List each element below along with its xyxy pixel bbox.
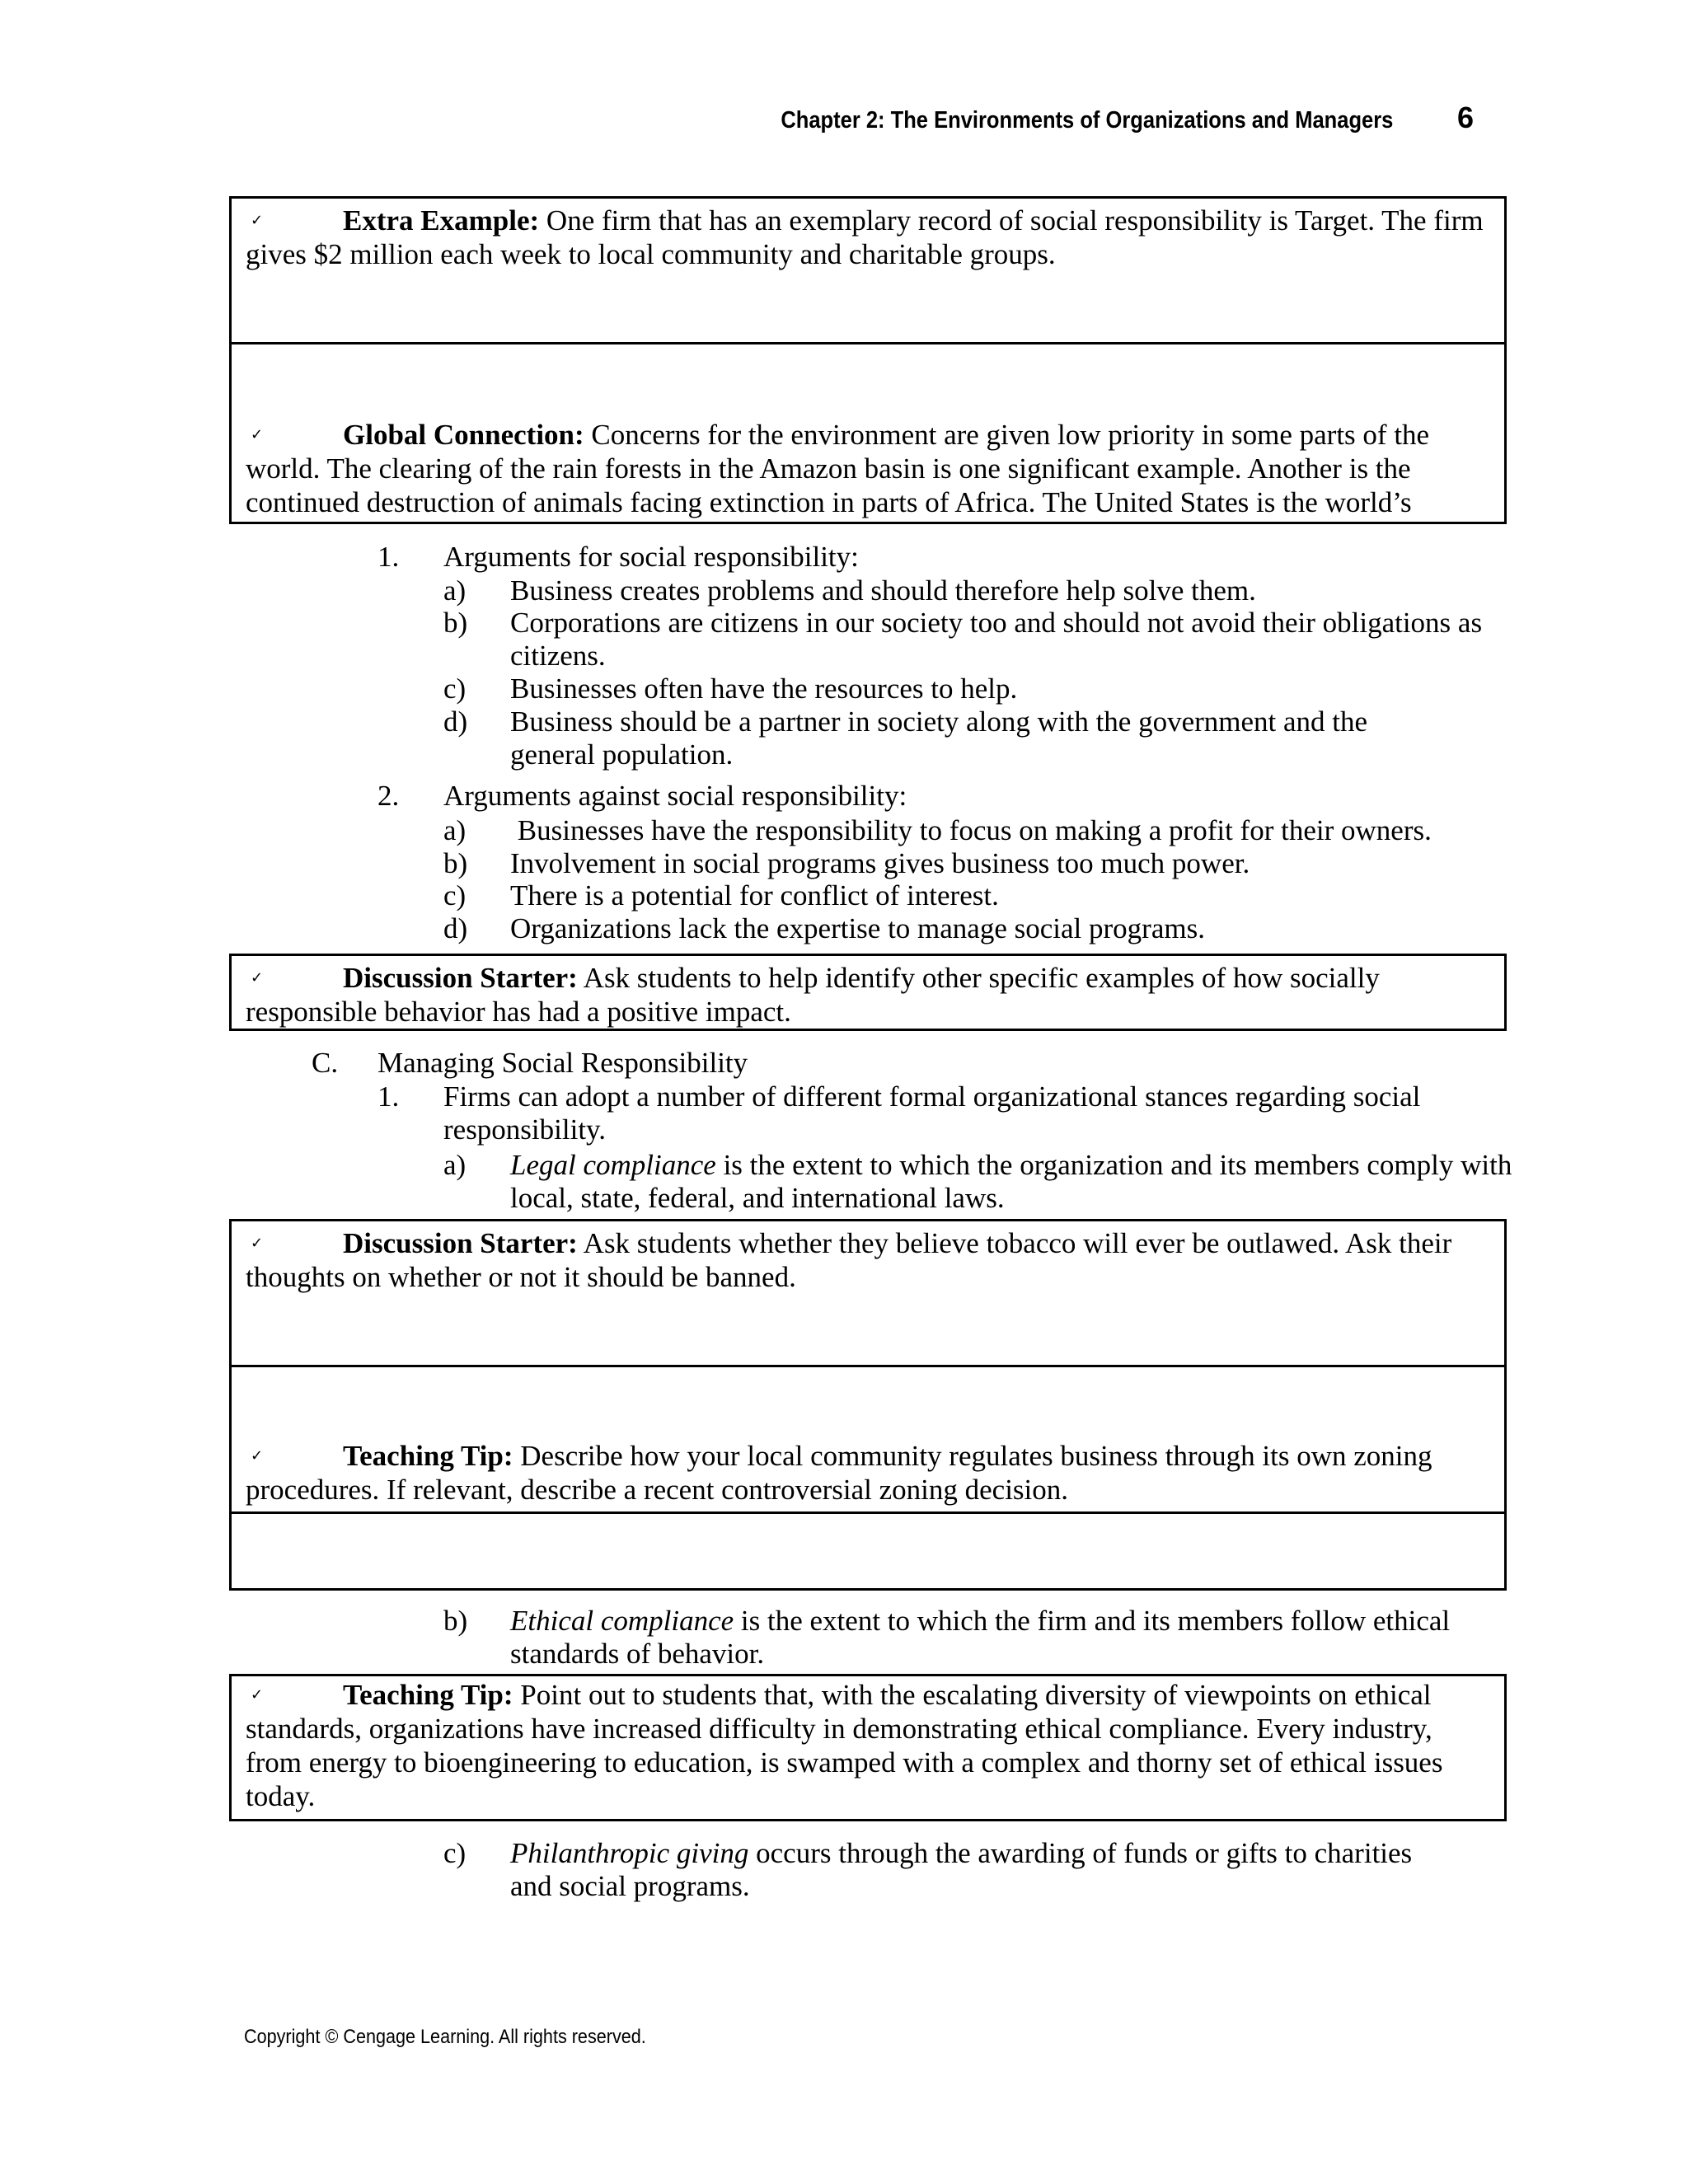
item-number: 2. (377, 780, 400, 812)
checkmark-icon: ✓ (251, 1686, 264, 1704)
list-item: d) Organizations lack the expertise to manage social programs. (443, 912, 1205, 944)
list-item: a) Business creates problems and should therefore help solve them. (443, 574, 1256, 607)
callout-text: Point out to students that, with the escalating diversity of viewpoints on ethical standards, organizations have increased difficulty in demonstrating ethical compliance. Every industry, from energy to bioengineering to education, is swamped with a complex and thorny set of ethical issues today. (246, 1679, 1443, 1812)
checkmark-icon: ✓ (251, 1447, 264, 1465)
callout-label: Teaching Tip: (343, 1440, 513, 1472)
callout-text: Ask students whether they believe tobacco will ever be outlawed. Ask their thoughts on whether or not it should be banned. (246, 1227, 1452, 1293)
outline-item (377, 780, 1515, 813)
callout-text: Concerns for the environment are given low priority in some parts of the world. The clearing of the rain forests in the Amazon basin is one significant example. Another is the continued destruction of animals facing extinction in parts of Africa. The United States is the world’s (246, 419, 1430, 518)
outline-item: 1. Firms can adopt a number of different formal organizational stances regarding social responsibility. (377, 1080, 1421, 1146)
discussion-teaching-box (229, 1219, 1507, 1591)
page-header (697, 101, 1474, 135)
copyright-footer: Copyright © Cengage Learning. All rights reserved. (244, 2026, 646, 2048)
item-title: Arguments against social responsibility: (443, 780, 907, 812)
section-heading (312, 1047, 1449, 1080)
list-item: b) Corporations are citizens in our society too and should not avoid their obligations as citizens. (443, 607, 1483, 672)
list-item: c) Philanthropic giving occurs through the awarding of funds or gifts to charities and social programs. (443, 1837, 1413, 1902)
list-item: b) Involvement in social programs gives business too much power. (443, 847, 1250, 879)
key-term: Legal compliance (510, 1149, 716, 1181)
section-marker: C. (312, 1047, 339, 1079)
callout-label: Teaching Tip: (343, 1679, 513, 1711)
checkmark-icon: ✓ (251, 212, 264, 229)
list-item: a) Legal compliance is the extent to which the organization and its members comply with local, state, federal, and international laws. (443, 1149, 1512, 1214)
global-connection-text (232, 415, 1504, 519)
callout-label: Global Connection: (343, 419, 584, 451)
item-title: Arguments for social responsibility: (443, 541, 859, 573)
extra-example-box (229, 196, 1507, 524)
callout-label: Extra Example: (343, 204, 540, 237)
teaching-tip-box (229, 1674, 1507, 1821)
list-item: d) Business should be a partner in society along with the government and the general population. (443, 705, 1368, 771)
extra-example-text (232, 199, 1504, 271)
teaching-tip-text (232, 1676, 1504, 1813)
list-item: c) Businesses often have the resources to help. (443, 673, 1018, 705)
page-number: 6 (1456, 101, 1474, 134)
box-divider (232, 342, 1504, 344)
list-item: a) Businesses have the responsibility to focus on making a profit for their owners. (443, 814, 1432, 846)
key-term: Philanthropic giving (510, 1837, 749, 1869)
callout-text: Describe how your local community regulates business through its own zoning procedures. If relevant, describe a recent controversial zoning decision. (246, 1440, 1432, 1506)
checkmark-icon: ✓ (251, 1235, 264, 1252)
chapter-title: Chapter 2: The Environments of Organizations and Managers (780, 107, 1393, 134)
key-term: Ethical compliance (510, 1605, 734, 1637)
callout-text: Ask students to help identify other specific examples of how socially responsible behavior has had a positive impact. (246, 962, 1380, 1028)
callout-label: Discussion Starter: (343, 1227, 578, 1259)
box-divider (232, 1365, 1504, 1367)
discussion-starter-box (229, 954, 1507, 1031)
checkmark-icon: ✓ (251, 426, 264, 443)
checkmark-icon: ✓ (251, 969, 264, 987)
section-title: Managing Social Responsibility (377, 1047, 748, 1079)
item-number: 1. (377, 541, 400, 573)
list-item: c) There is a potential for conflict of interest. (443, 879, 999, 912)
discussion-starter-text (232, 1221, 1504, 1294)
outline-item (377, 541, 1515, 574)
callout-text: One firm that has an exemplary record of social responsibility is Target. The firm gives $2 million each week to local community and charitable groups. (246, 204, 1484, 270)
discussion-starter-text (232, 956, 1504, 1029)
callout-label: Discussion Starter: (343, 962, 578, 994)
teaching-tip-text (232, 1436, 1504, 1507)
list-item: b) Ethical compliance is the extent to which the firm and its members follow ethical standards of behavior. (443, 1605, 1451, 1670)
box-divider (232, 1511, 1504, 1514)
